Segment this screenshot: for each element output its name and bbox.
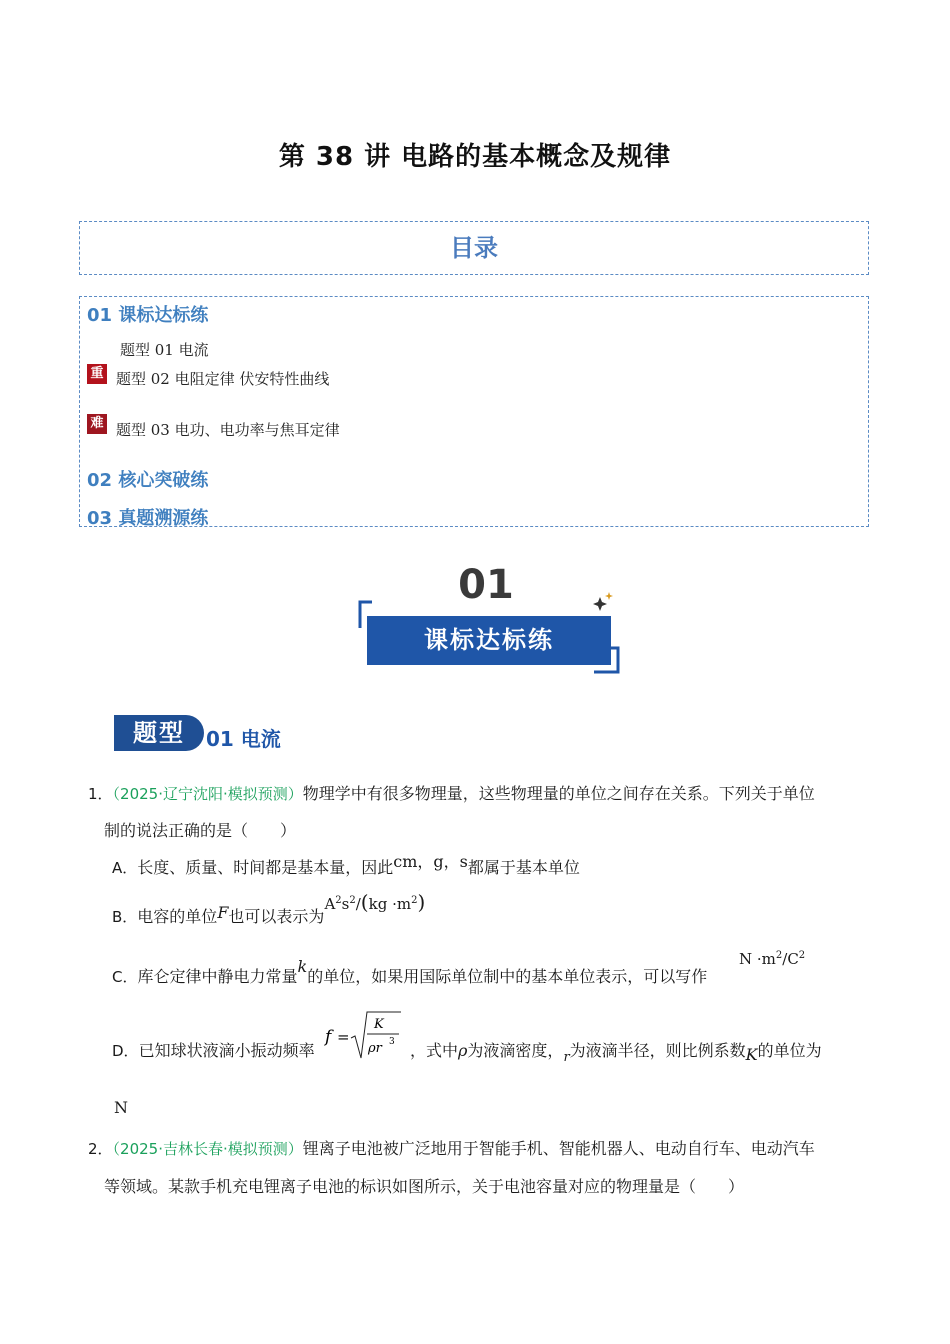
option-c-formula: $N \cdot m^2/C^2$ xyxy=(739,950,806,968)
option-a[interactable] xyxy=(112,852,580,878)
question-1-line-2: 制的说法正确的是（ ） xyxy=(104,821,297,840)
question-2-line-2: 等领域。某款手机充电锂离子电池的标识如图所示，关于电池容量对应的物理量是（ ） xyxy=(104,1177,745,1196)
option-b[interactable] xyxy=(112,890,426,927)
question-1-line-1 xyxy=(88,781,815,804)
section-number: 01 xyxy=(458,562,514,608)
option-text: 库仑定律中静电力常量 xyxy=(137,967,298,986)
option-c[interactable] xyxy=(112,957,708,987)
option-d-answer-unit: N xyxy=(114,1098,128,1117)
option-letter: D． xyxy=(112,1042,139,1060)
option-text: 的单位，如果用国际单位制中的基本单位表示，可以写作 xyxy=(307,967,708,986)
toc-item-type-03[interactable]: 题型 03 电功、电功率与焦耳定律 xyxy=(116,421,340,439)
option-d-cont xyxy=(410,1038,822,1065)
type-badge: 题型 xyxy=(114,715,204,751)
toc-item-type-02[interactable]: 题型 02 电阻定律 伏安特性曲线 xyxy=(116,370,330,388)
option-text: 为液滴密度， xyxy=(467,1041,564,1060)
toc-section-1[interactable]: 01 课标达标练 xyxy=(87,305,209,326)
question-stem: 锂离子电池被广泛地用于智能手机、智能机器人、电动自行车、电动汽车 xyxy=(302,1139,815,1158)
option-text: 也可以表示为 xyxy=(228,907,325,926)
option-text: 长度、质量、时间都是基本量，因此 xyxy=(137,858,394,877)
svg-text:f: f xyxy=(325,1027,332,1047)
question-source: （2025·辽宁沈阳·模拟预测） xyxy=(112,785,303,803)
option-letter: A． xyxy=(112,859,138,877)
svg-text:ρr: ρr xyxy=(368,1041,382,1056)
option-math: k xyxy=(297,957,308,976)
svg-text:=: = xyxy=(337,1028,350,1046)
toc-section-2[interactable]: 02 核心突破练 xyxy=(87,470,209,491)
option-text: 为液滴半径，则比例系数 xyxy=(569,1041,746,1060)
toc-heading-box xyxy=(79,221,869,275)
toc-section-3[interactable]: 03 真题溯源练 xyxy=(87,508,209,529)
option-text: 的单位为 xyxy=(757,1041,822,1060)
toc-heading: 目录 xyxy=(450,234,498,262)
option-math: F xyxy=(217,903,229,922)
option-d[interactable] xyxy=(112,1038,315,1061)
option-letter: B． xyxy=(112,908,138,926)
option-text: 已知球状液滴小振动频率 xyxy=(138,1041,315,1060)
svg-text:K: K xyxy=(374,1017,384,1032)
option-math: cm，g，s xyxy=(393,852,468,871)
svg-text:3: 3 xyxy=(389,1037,395,1047)
toc-box xyxy=(79,296,869,527)
question-source: （2025·吉林长春·模拟预测） xyxy=(112,1140,303,1158)
type-title: 01 电流 xyxy=(206,727,281,751)
option-b-formula: $A^2s^2/(kg \cdot m^2)$ xyxy=(324,890,426,914)
question-number: 2． xyxy=(88,1140,113,1158)
section-banner: 课标达标练 xyxy=(367,616,611,665)
option-math: ρ xyxy=(458,1041,468,1060)
difficult-tag-icon: 难 xyxy=(87,414,107,434)
question-stem: 物理学中有很多物理量，这些物理量的单位之间存在关系。下列关于单位 xyxy=(302,784,815,803)
option-text: 都属于基本单位 xyxy=(467,858,580,877)
question-number: 1． xyxy=(88,785,113,803)
frequency-formula xyxy=(323,1008,405,1064)
question-2-line-1 xyxy=(88,1136,815,1159)
option-text: ，式中 xyxy=(410,1041,459,1060)
option-math: K xyxy=(745,1045,758,1064)
toc-item-type-01[interactable]: 题型 01 电流 xyxy=(120,341,209,359)
important-tag-icon: 重 xyxy=(87,364,107,384)
option-text: 电容的单位 xyxy=(137,907,218,926)
page-title: 第 38 讲 电路的基本概念及规律 xyxy=(278,142,672,172)
option-math: r xyxy=(563,1050,570,1065)
option-letter: C． xyxy=(112,968,138,986)
